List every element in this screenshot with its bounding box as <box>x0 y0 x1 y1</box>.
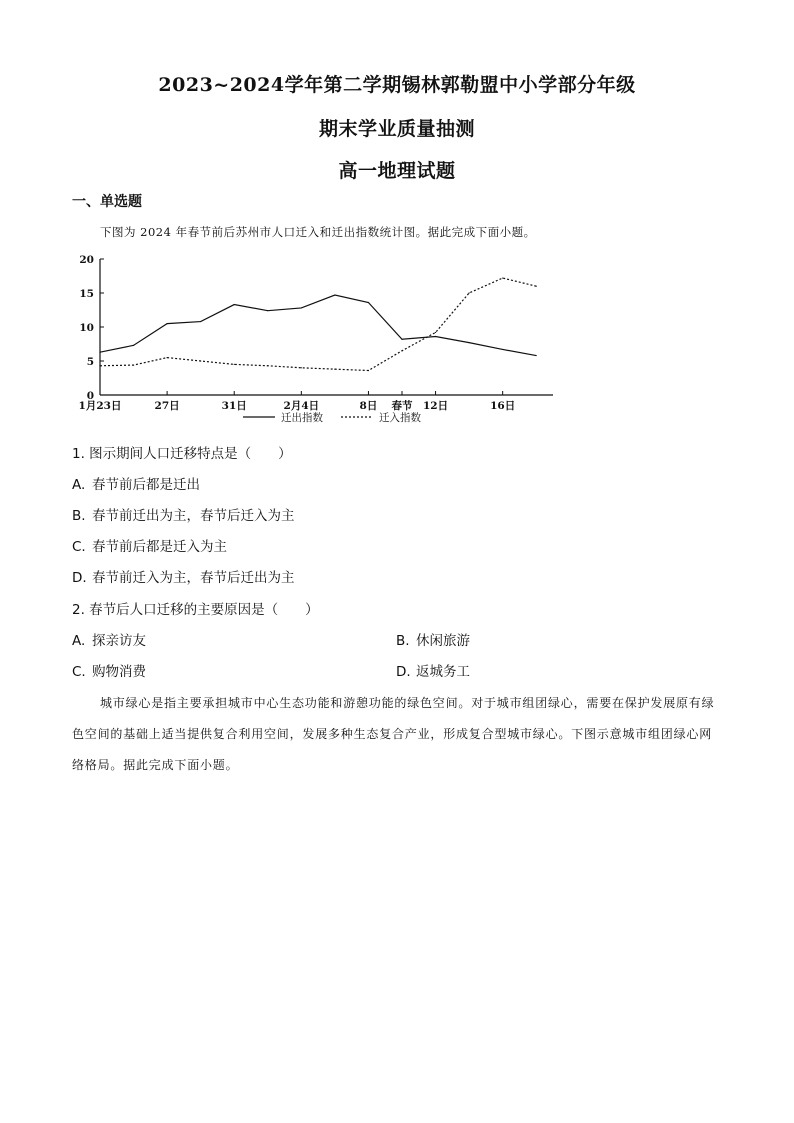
point-out <box>99 352 100 353</box>
question-1-option-d[interactable] <box>72 566 295 586</box>
point-in <box>133 364 134 365</box>
point-out <box>267 310 268 311</box>
option-label: A. <box>72 477 86 493</box>
green-heart-passage: 城市绿心是指主要承担城市中心生态功能和游憩功能的绿色空间。对于城市组团绿心，需要在保护发展原有绿色空间的基础上适当提供复合利用空间，发展多种生态复合产业，形成复合型城市绿心。下图示意城市组团绿心网络格局。据此完成下面小题。 <box>72 696 715 772</box>
question-1-option-c[interactable] <box>72 535 227 555</box>
x-tick-label: 8日 <box>359 400 378 412</box>
point-out <box>133 345 134 346</box>
x-tick-label: 27日 <box>154 400 180 412</box>
option-label: D. <box>72 570 87 586</box>
question-1-stem: 1. 图示期间人口迁移特点是（ ） <box>72 446 292 462</box>
point-in <box>536 286 537 287</box>
point-in <box>469 292 470 293</box>
point-out <box>167 323 168 324</box>
point-out <box>469 342 470 343</box>
x-tick-label: 12日 <box>422 400 449 412</box>
migration-index-chart <box>68 250 568 435</box>
question-2-option-c[interactable] <box>72 660 146 680</box>
x-tick-label: 31日 <box>221 400 247 412</box>
question-2-option-a[interactable] <box>72 629 146 649</box>
point-in <box>99 365 100 366</box>
chart-intro-text: 下图为 2024 年春节前后苏州市人口迁入和迁出指数统计图。据此完成下面小题。 <box>100 225 536 239</box>
point-out <box>301 307 302 308</box>
point-out <box>536 355 537 356</box>
y-tick-label: 0 <box>86 390 94 402</box>
point-in <box>401 350 402 351</box>
section-heading: 一、单选题 <box>72 194 142 210</box>
point-in <box>267 365 268 366</box>
point-in <box>334 369 335 370</box>
option-label: C. <box>72 539 86 555</box>
point-out <box>401 339 402 340</box>
option-text: 春节前后都是迁入为主 <box>92 539 227 555</box>
option-label: B. <box>72 508 86 524</box>
point-out <box>435 336 436 337</box>
option-text: 休闲旅游 <box>416 633 470 649</box>
point-in <box>435 332 436 333</box>
point-out <box>502 349 503 350</box>
point-in <box>368 370 369 371</box>
x-tick-label: 2月4日 <box>283 400 320 412</box>
point-out <box>234 304 235 305</box>
option-label: B. <box>396 633 410 649</box>
x-tick-label: 春节 <box>391 400 413 412</box>
legend-label-in: 迁入指数 <box>379 412 421 424</box>
point-in <box>234 364 235 365</box>
point-out <box>368 302 369 303</box>
y-tick-label: 10 <box>79 322 94 334</box>
option-text: 春节前迁入为主，春节后迁出为主 <box>92 570 295 586</box>
exam-subject-title: 高一地理试题 <box>338 160 456 182</box>
question-2-stem: 2. 春节后人口迁移的主要原因是（ ） <box>72 602 319 618</box>
option-text: 返城务工 <box>416 664 470 680</box>
y-tick-label: 20 <box>79 254 94 266</box>
point-in <box>200 360 201 361</box>
option-text: 探亲访友 <box>92 633 146 649</box>
option-label: D. <box>396 664 411 680</box>
x-tick-label: 1月23日 <box>78 400 122 412</box>
option-label: C. <box>72 664 86 680</box>
exam-title-line2: 期末学业质量抽测 <box>318 118 475 140</box>
option-text: 春节前迁出为主，春节后迁入为主 <box>92 508 295 524</box>
option-text: 春节前后都是迁出 <box>92 477 200 493</box>
x-tick-label: 16日 <box>490 400 516 412</box>
option-text: 购物消费 <box>92 664 146 680</box>
point-in <box>167 357 168 358</box>
question-1-option-b[interactable] <box>72 504 295 524</box>
point-in <box>502 277 503 278</box>
option-label: A. <box>72 633 86 649</box>
question-2-option-b[interactable] <box>396 629 470 649</box>
y-tick-label: 15 <box>79 288 94 300</box>
series-line-out <box>100 295 536 356</box>
exam-title-line1: 2023~2024学年第二学期锡林郭勒盟中小学部分年级 <box>158 74 636 96</box>
legend-label-out: 迁出指数 <box>281 412 323 424</box>
question-2-option-d[interactable] <box>396 660 470 680</box>
question-1-option-a[interactable] <box>72 473 200 493</box>
point-out <box>334 294 335 295</box>
point-in <box>301 367 302 368</box>
point-out <box>200 321 201 322</box>
y-tick-label: 5 <box>86 356 94 368</box>
